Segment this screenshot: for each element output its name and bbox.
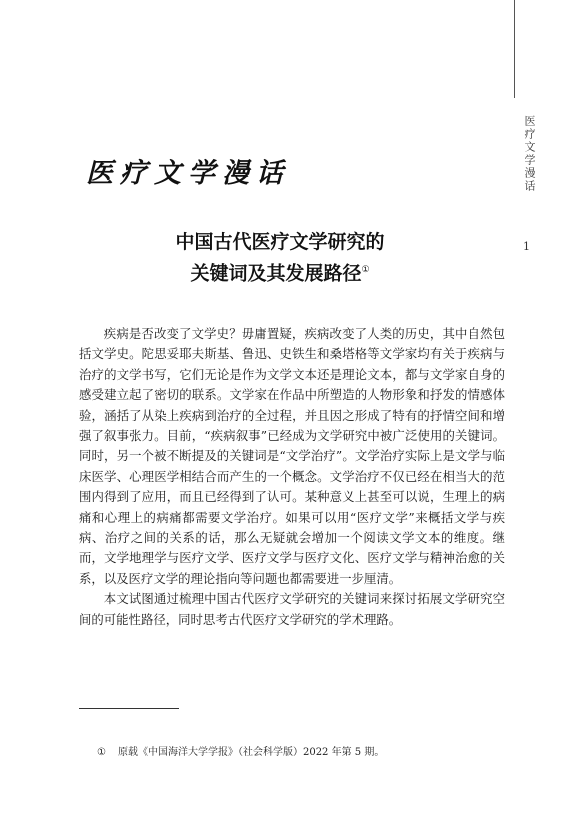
body-paragraph-2: 本文试图通过梳理中国古代医疗文学研究的关键词来探讨拓展文学研究空间的可能性路径，同时思考古代医疗文学研究的学术理路。 [79,591,505,627]
article-title-line-2 [60,256,500,287]
footnote-reference-mark[interactable]: ① [361,265,370,275]
section-title: 医疗文学漫话 [86,158,290,189]
footnote [97,743,384,758]
article-title-line-1: 中国古代医疗文学研究的 [175,231,385,253]
article-title-line-2-text: 关键词及其发展路径 [190,262,362,285]
body-paragraph-1: 疾病是否改变了文学史？毋庸置疑，疾病改变了人类的历史，其中自然包括文学史。陀思妥耶夫斯基、鲁迅、史铁生和桑塔格等文学家均有关于疾病与治疗的文学书写，它们无论是作为文学文本还是理论文本，都与文学家自身的感受建立起了密切的联系。文学家在作品中所塑造的人物形象和抒发的情感体验，涵括了从染上疾病到治疗的全过程，并且因之形成了特有的抒情空间和增强了叙事张力。目前，“疾病叙事”已经成为文学研究中被广泛使用的关键词。同时，另一个被不断提及的关键词是“文学治疗”。文学治疗实际上是文学与临床医学、心理医学相结合而产生的一个概念。文学治疗不仅已经在相当大的范围内得到了应用，而且已经得到了认可。某种意义上甚至可以说，生理上的病痛和心理上的病痛都需要文学治疗。如果可以用“医疗文学”来概括文学与疾病、治疗之间的关系的话，那么无疑就会增加一个阅读文学文本的维度。继而，文学地理学与医疗文学、医疗文学与医疗文化、医疗文学与精神治愈的关系，以及医疗文学的理论指向等问题也都需要进一步厘清。 [79,326,505,586]
footnote-number: ① [97,747,106,758]
running-header-vertical: 医疗文学漫话 [523,115,536,193]
footnote-text: 原载《中国海洋大学学报》（社会科学版）2022 年第 5 期。 [117,747,385,758]
footnote-separator [79,708,179,709]
article-title [60,228,500,287]
side-divider-line [514,0,515,98]
article-body [79,324,505,630]
page-number: 1 [523,240,530,253]
